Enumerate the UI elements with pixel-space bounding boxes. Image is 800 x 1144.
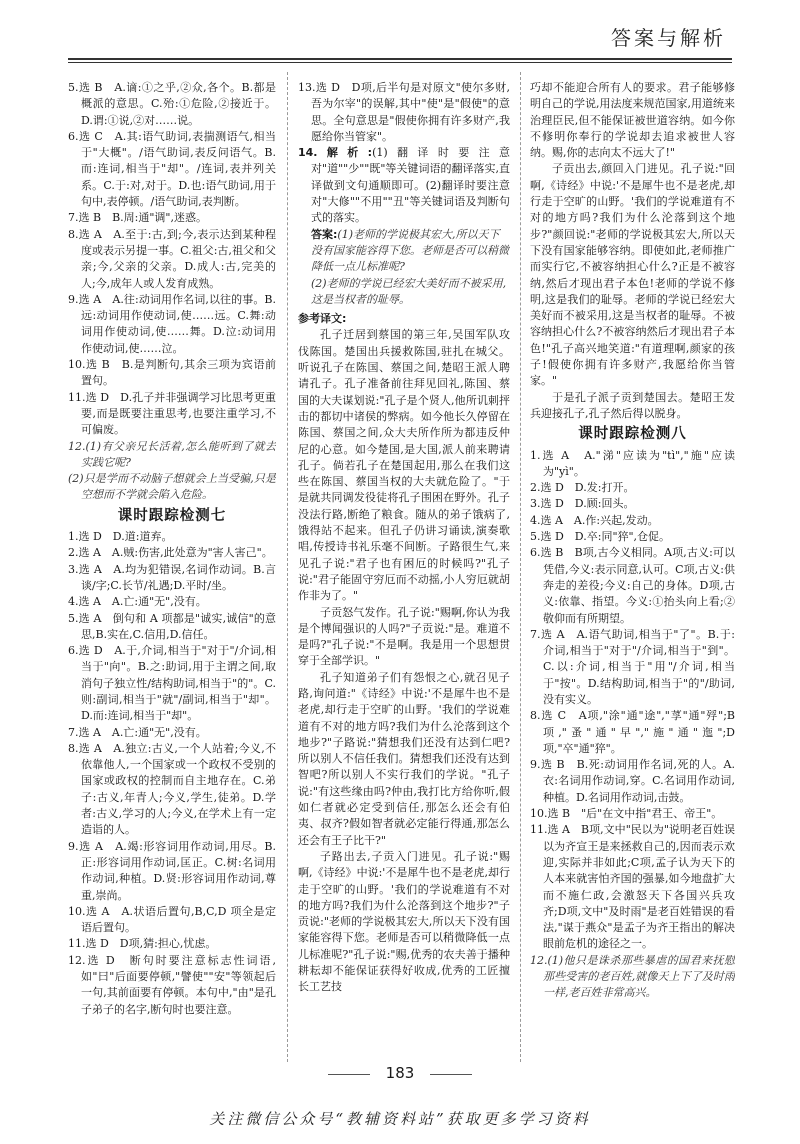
translation-paragraph: 于是孔子派子贡到楚国去。楚昭王发兵迎接孔子,孔子然后得以脱身。 [530,390,735,420]
answer-14-solution [298,227,510,276]
translation-continued: 巧却不能迎合所有人的要求。君子能够修明自己的学说,用法度来规范国家,用道统来治理臣民,但不能保证被世道容纳。如今你不修明你奉行的学说却去追求被世人容纳。赐,你的志向太不远大了!" [530,81,735,160]
answer-14 [298,145,510,226]
answer-item: 7.选 A A.亡:通"无",没有。 [68,725,207,739]
answer-item: 11.选 A B项,文中"民以为"说明老百姓误以为齐宣王是来拯救自己的,因而表示欢迎,实际并非如此;C项,孟子认为天下的人本来就害怕齐国的强暴,如今地盘扩大而不施仁政,会激怒天下各国兴兵攻齐;D项,文中"及时雨"是老百姓错误的看法,"谋于燕众"是孟子为齐王指出的解决眼前危机的途径之一。 [530,823,735,951]
translation-paragraph: 子路出去,子贡入门进见。孔子说:"赐啊,《诗经》中说:'不是犀牛也不是老虎,却行走于空旷的山野。'我们的学说难道有不对的地方吗?我们为什么沦落到这个地步?"子贡说:"老师的学说极其宏大,所以天下没有国家能容得下您。老师是否可以稍微降低一点儿标准呢?"孔子说:"赐,优秀的农夫善于播种耕耘却不能保证获得好收成,优秀的工匠擅长工艺技 [298,849,510,994]
reference-translation [298,327,510,995]
answer-item: 13.选 D D项,后半句是对原文"使尔多财,吾为尔宰"的误解,其中"使"是"假使"的意思。全句意思是"假使你拥有许多财产,我愿给你当管家"。 [298,81,510,143]
answer-item: 5.选 D D.卒:同"猝",仓促。 [530,530,671,544]
answer-item: 9.选 A A.往:动词用作名词,以往的事。B.远:动词用作使动词,使……远。C.舞:动词用作使动词,使……舞。D.泣:动词用作使动词,使……泣。 [68,292,276,355]
answer-item: 6.选 C A.其:语气助词,表揣测语气,相当于"大概"。/语气助词,表反问语气。B.而:连词,相当于"却"。/连词,表并列关系。C.于:对,对于。D.也:语气助词,用于句中,表停顿。/语气助词,表判断。 [68,129,276,209]
answer-item: 4.选 A A.作:兴起,发动。 [530,513,659,527]
page-number-rule-right [430,1074,472,1075]
answer-item: 7.选 B B.周:通"调",迷惑。 [68,211,207,225]
answer-item: 8.选 A A.独立:古义,一个人站着;今义,不依靠他人,一个国家或一个政权不受别的国家或政权的控制而自主地存在。C.弟子:古义,年青人;今义,学生,徒弟。D.学者:古义,学习的人;今义,在学术上有一定造诣的人。 [68,741,276,837]
answer-item: 12.(1)有父亲兄长活着,怎么能听到了就去实践它呢? [68,439,276,469]
answer-item: 11.选 D D项,猜:担心,忧虑。 [68,937,217,951]
page-number [0,1064,800,1082]
column-divider-1 [287,72,288,1062]
section-title-8: 课时跟踪检测八 [578,426,687,443]
section-7-answers [68,529,276,1018]
answer-item: 5.选 B A.谪:①之乎,②众,各个。B.都是概派的意思。C.殆:①危险,②接近于。D.谓:①说,②对……说。 [68,81,276,127]
analysis-text: (1)翻译时要注意对"道""少""既"等关键词语的翻译落实,直译做到文句通顺即可。(2)翻译时要注意对"大修""不用""丑"等关键词语及判断句式的落实。 [311,146,510,225]
section-title-7: 课时跟踪检测七 [117,507,227,524]
answer-item: 2.选 A A.贼:伤害,此处意为"害人害己"。 [68,546,273,560]
answer-12-section-8: 12.(1)他只是诛杀那些暴虐的国君来抚慰那些受害的老百姓,就像天上下了及时雨一样,老百姓非常高兴。 [530,953,735,1000]
answer-item: 5.选 A 倒句和 A 项都是"诚实,诚信"的意思,B.实在,C.信用,D.信任。 [68,611,276,641]
column-middle [298,80,510,1060]
answers-continued [68,80,276,504]
answer-item: 1.选 D D.道:道弃。 [68,530,173,544]
translation-paragraph: 子贡怒气发作。孔子说:"赐啊,你认为我是个博闻强识的人吗?"子贡说:"是。难道不是吗?"孔子说:"不是啊。我是用一个思想贯穿于全部学识。" [298,605,510,668]
section-8-answers [530,448,735,953]
answer-item: 7.选 A A.语气助词,相当于"了"。B.于:介词,相当于"对于"/介词,相当于"到"。C.以:介词,相当于"用"/介词,相当于"按"。D.结构助词,相当于"的"/助词,没有实义。 [530,627,735,706]
answer-item: 9.选 A A.竭:形容词用作动词,用尽。B.正:形容词用作动词,匡正。C.树:名词用作动词,种植。D.贤:形容词用作动词,尊重,崇尚。 [68,839,276,902]
column-right [530,80,735,1060]
answer-item: 4.选 A A.亡:通"无",没有。 [68,595,207,609]
analysis-label: 14.解析: [298,146,373,160]
answer-item: 6.选 D A.于,介词,相当于"对于"/介词,相当于"向"。B.之:助词,用于主谓之间,取消句子独立性/结构助词,相当于"的"。C.则:副词,相当于"就"/副词,相当于"却"。D.而:连词,相当于"却"。 [68,644,276,723]
answer-item: 3.选 A A.均为犯错误,名词作动词。B.言谈/字;C.长节/礼遇;D.平时/坐。 [68,562,276,592]
answer-item: 8.选 C A项,"涂"通"途","莩"通"殍";B项,"蚤"通"早","施"通"迤";D项,"卒"通"猝"。 [530,709,735,755]
answer-item: 1.选 A A."涕"应读为"tì","施"应读为"yì"。 [530,448,735,478]
answer-item: 10.选 A A.状语后置句,B,C,D 项全是定语后置句。 [68,904,276,935]
answer-item: (2)只是学而不动脑子想就会上当受骗,只是空想而不学就会陷入危险。 [68,472,276,502]
answer-item: 11.选 D D.孔子并非强调学习比思考更重要,而是既要注重思考,也要注重学习,不可偏废。 [68,390,276,437]
header-rule-thin [68,62,732,63]
header-rule [68,58,732,60]
answer-13 [298,80,510,145]
answer-item: 9.选 B B.死:动词用作名词,死的人。A.衣:名词用作动词,穿。C.名词用作动词,种植。D.名词用作动词,击鼓。 [530,758,735,804]
answer-14-part-2: (2)老师的学说已经宏大美好而不被采用,这是当权者的耻辱。 [311,276,507,306]
footer-note: 关注微信公众号“教辅资料站”获取更多学习资料 [209,1110,591,1128]
column-left [68,80,276,1060]
answer-label: 答案: [311,227,338,241]
answer-item: 10.选 B B.是判断句,其余三项为宾语前置句。 [68,358,276,388]
page-number-text: 183 [385,1064,415,1082]
header-title: 答案与解析 [611,26,726,50]
answer-item: 6.选 B B项,古今义相同。A项,古义:可以凭借,今义:表示同意,认可。C项,古义:供奔走的差役;今义:自己的身体。D项,古义:依靠、指望。今义:①抬头向上看;②敬仰而有所期望。 [530,546,735,625]
answer-item: 2.选 D D.发:打开。 [530,481,635,495]
translation-label: 参考译文: [298,312,347,326]
translation-paragraphs [530,161,735,422]
answer-item: 12.选 D 断句时要注意标志性词语,如"曰"后面要停顿,"譬使""安"等领起后一句,其前面要有停顿。本句中,"由"是孔子弟子的名字,断句时也要注意。 [68,953,276,1016]
answer-item: 10.选 B "后"在文中指"君王、帝王"。 [530,807,723,821]
answer-14-part-1: (1)老师的学说极其宏大,所以天下没有国家能容得下您。老师是否可以稍微降低一点儿标准呢? [311,227,509,274]
translation-paragraph: 孔子迁居到蔡国的第三年,吴国军队攻伐陈国。楚国出兵援救陈国,驻扎在城父。听说孔子在陈国、蔡国之间,楚昭王派人聘请孔子。孔子准备前往拜见回礼,陈国、蔡国的大夫谋划说:"孔子是个贤人,他所讥刺抨击的都切中诸侯的弊病。如今他长久停留在陈国、蔡国之间,众大夫所作所为都违反仲尼的心意。如今楚国,是大国,派人前来聘请孔子。倘若孔子在楚国起用,那么在我们这些在陈国、蔡国当权的大夫就危险了。"于是就共同调发役徒将孔子围困在野外。孔子没法行路,断绝了粮食。随从的弟子饿病了,饿得站不起来。但孔子仍讲习诵读,演奏歌唱,传授诗书礼乐毫不间断。子路很生气,来见孔子说:"君子也有困厄的时候吗?"孔子说:"君子能固守穷厄而不动摇,小人穷厄就胡作非为了。" [298,328,510,603]
answer-item: 8.选 A A.至于:古,到;今,表示达到某种程度或表示另提一事。C.祖父:古,祖父和父亲;今,父亲的父亲。D.成人:古,完美的人;今,成年人或人发育成熟。 [68,227,276,290]
column-divider-2 [520,72,521,1062]
translation-paragraph: 子贡出去,颜回入门进见。孔子说:"回啊,《诗经》中说:'不是犀牛也不是老虎,却行走于空旷的山野。'我们的学说难道有不对的地方吗?我们为什么沦落到这个地步?"颜回说:"老师的学说极其宏大,所以天下没有国家能够容纳。即使如此,老师推广而实行它,不被容纳担心什么?正是不被容纳,然后才现出君子本色!老师的学说不修明,这是我们的耻辱。老师的学说已经宏大美好而不被采用,这是当权者的耻辱。不被容纳担心什么?不被容纳然后才现出君子本色!"孔子高兴地笑道:"有道理啊,颜家的孩子!假使你拥有许多财产,我愿给你当管家。" [530,162,735,388]
translation-paragraph: 孔子知道弟子们有怨恨之心,就召见子路,询问道:"《诗经》中说:'不是犀牛也不是老虎,却行走于空旷的山野。'我们的学说难道有不对的地方吗?我们为什么沦落到这个地步?"子路说:"猜想我们还没有达到仁吧?所以别人不信任我们。猜想我们还没有达到智吧?所以别人不实行我们的学说。"孔子说:"有这些缘由吗?仲由,我打比方给你听,假如仁者就必定受到信任,那怎么还会有伯夷、叔齐?假如智者就必定能行得通,那怎么还会有王子比干?" [298,670,510,847]
answer-item: 3.选 D D.顾:回头。 [530,497,635,511]
